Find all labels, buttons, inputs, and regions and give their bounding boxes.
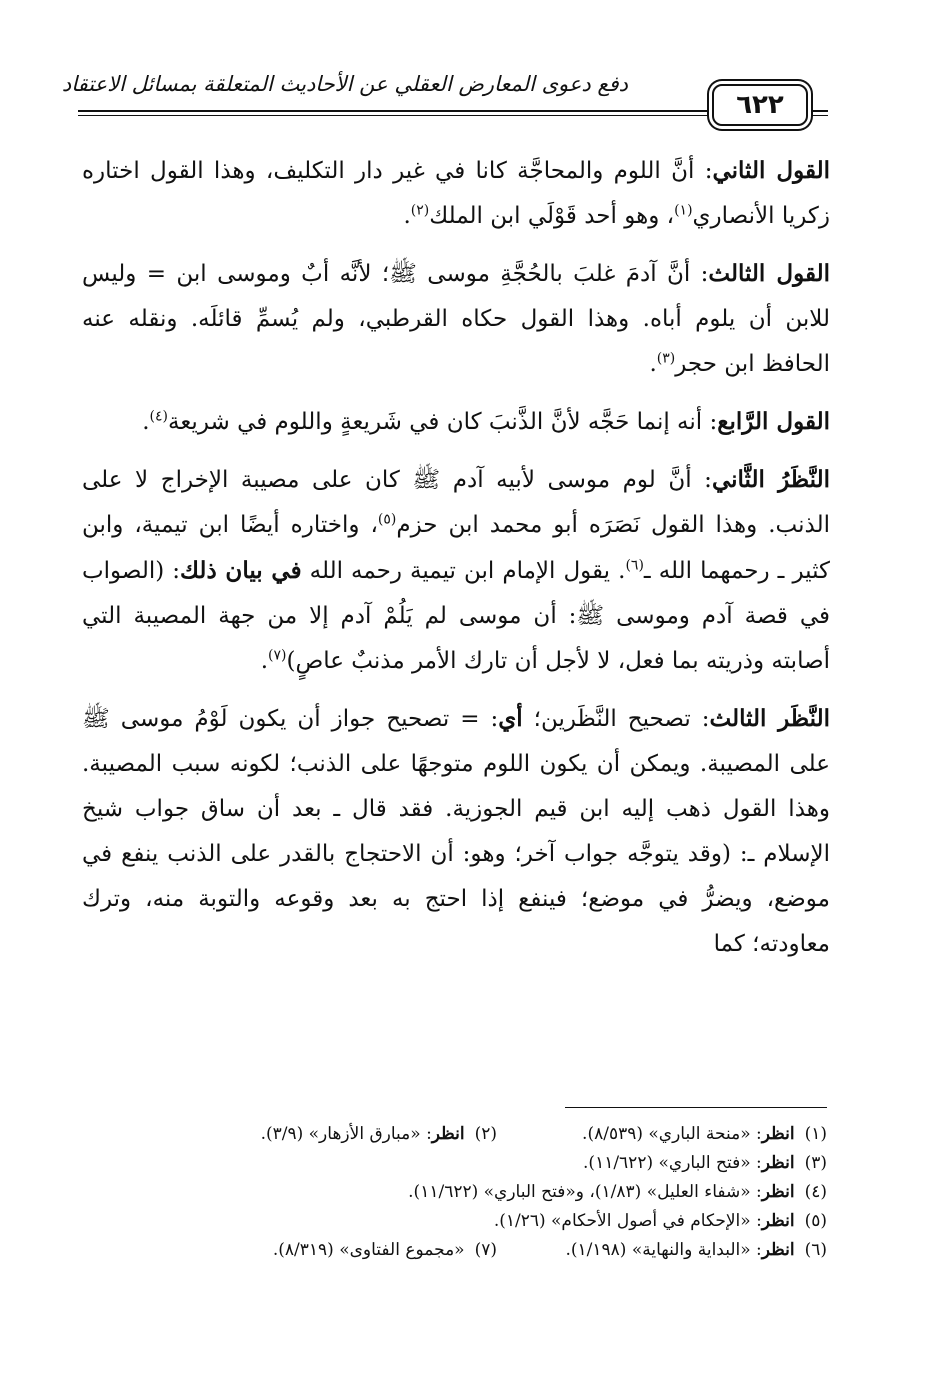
- paragraph-text: : تصحيح النَّظَرين؛: [522, 706, 710, 732]
- footnote-row: [130, 1236, 827, 1265]
- footnote-number: (٦): [804, 1240, 827, 1260]
- page-header: [61, 62, 828, 132]
- footnote-label: انظر: [761, 1182, 795, 1202]
- footnote-label: انظر: [431, 1124, 465, 1144]
- footnote-label: انظر: [761, 1211, 795, 1231]
- footnote-7: [167, 1236, 497, 1265]
- footnote-ref[interactable]: (١): [674, 202, 693, 219]
- footnote-text: : «شفاء العليل» (١/٨٣)، و«فتح الباري» (١١/٦٢٢).: [408, 1182, 762, 1202]
- footnote-number: (٥): [804, 1211, 827, 1231]
- footnote-ref[interactable]: (٤): [149, 408, 168, 425]
- paragraph-fourth-opinion-2: [82, 148, 830, 239]
- footnote-4: [408, 1178, 827, 1207]
- footnote-label: انظر: [761, 1153, 795, 1173]
- paragraph-third-opinion: [82, 251, 830, 387]
- footnote-ref[interactable]: (٣): [656, 350, 676, 367]
- footnote-ref[interactable]: (٢): [410, 202, 430, 219]
- paragraph-label: النَّظَرُ الثَّاني: [711, 466, 830, 493]
- running-title: دفع دعوى المعارض العقلي عن الأحاديث المتعلقة بمسائل الاعتقاد: [61, 72, 628, 96]
- paragraph-text: . يقول الإمام ابن تيمية رحمه الله: [301, 558, 626, 584]
- footnote-ref[interactable]: (٦): [625, 557, 644, 574]
- main-text: [82, 148, 830, 979]
- footnote-1: [497, 1120, 827, 1149]
- footnote-number: (٤): [804, 1182, 827, 1202]
- footnote-row: [130, 1207, 827, 1236]
- paragraph-third-view: [82, 696, 830, 967]
- paragraph-text: : (الصواب في قصة آدم وموسى ﷺ: أن موسى لم يَلُمْ آدم إلا من جهة المصيبة التي أصابته وذريته بما فعل، لا لأجل أن تارك الأمر مذنبٌ عاصٍ): [82, 558, 830, 674]
- paragraph-text: : = تصحيح جواز أن يكون لَوْمُ موسى ﷺ على المصيبة. ويمكن أن يكون اللوم متوجهًا على الذنب؛ لكونه سبب المصيبة. وهذا القول ذهب إليه ابن قيم الجوزية. فقد قال ـ بعد أن ساق جواب شيخ الإسلام ـ: (وقد يتوجَّه جواب آخر؛ وهو: أن الاحتجاج بالقدر على الذنب ينفع في موضع، ويضرُّ في موضع؛ فينفع إذا احتج به بعد وقوعه والتوبة منه، وترك معاودته؛ كما: [82, 706, 830, 957]
- paragraph-text: ، واختاره أيضًا ابن تيمية، وابن كثير ـ رحمهما الله ـ: [82, 512, 830, 584]
- paragraph-text: .: [649, 351, 657, 377]
- paragraph-text: .: [403, 203, 411, 229]
- footnote-row: [130, 1149, 827, 1178]
- page-number-frame: [712, 84, 808, 126]
- footnote-text: : «البداية والنهاية» (١/١٩٨).: [565, 1240, 762, 1260]
- paragraph-label: القول الرَّابع: [717, 408, 830, 435]
- footnote-text: : «مبارق الأزهار» (٣/٩).: [260, 1124, 432, 1144]
- page-number: ٦٢٢: [736, 90, 784, 120]
- paragraph-text: .: [142, 409, 150, 435]
- footnote-row: [130, 1178, 827, 1207]
- footnote-label: انظر: [761, 1124, 795, 1144]
- paragraph-label: القول الثاني: [712, 157, 830, 184]
- paragraph-text: : أنه إنما حَجَّه لأنَّ الذَّنبَ كان في شَريعةٍ واللوم في شريعة: [167, 409, 718, 435]
- footnote-2: [167, 1120, 497, 1149]
- footnote-number: (٢): [474, 1124, 497, 1144]
- footnote-text: «مجموع الفتاوى» (٨/٣١٩).: [272, 1240, 465, 1260]
- footnote-text: : «فتح الباري» (١١/٦٢٢).: [583, 1153, 762, 1173]
- footnote-number: (٣): [804, 1153, 827, 1173]
- paragraph-label: القول الثالث: [708, 260, 830, 287]
- footnote-number: (١): [804, 1124, 827, 1144]
- bold-phrase: أي: [498, 705, 523, 732]
- footnote-separator: [565, 1107, 827, 1108]
- paragraph-text: .: [260, 648, 269, 674]
- paragraph-text: : أنَّ آدمَ غلبَ بالحُجَّةِ موسى ﷺ؛ لأنَّه أبٌ وموسى ابن = وليس للابن أن يلوم أباه. وهذا القول حكاه القرطبي، ولم يُسمِّ قائلَه. ونقله عنه الحافظ ابن حجر: [82, 261, 830, 377]
- bold-phrase: في بيان ذلك: [180, 557, 302, 584]
- footnote-text: : «الإحكام في أصول الأحكام» (١/٢٦).: [493, 1211, 762, 1231]
- paragraph-fourth-opinion: [82, 399, 830, 445]
- footnote-6: [497, 1236, 827, 1265]
- paragraph-text: : أنَّ لوم موسى لأبيه آدم ﷺ كان على مصيبة الإخراج لا على الذنب. وهذا القول نَصَرَه أبو محمد ابن حزم: [82, 467, 830, 538]
- footnotes: [130, 1120, 827, 1265]
- footnote-text: : «منحة الباري» (٨/٥٣٩).: [582, 1124, 762, 1144]
- footnote-label: انظر: [761, 1240, 795, 1260]
- paragraph-text: ، وهو أحد قَوْلَي ابن الملك: [429, 203, 675, 229]
- paragraph-label: النَّظَر الثالث: [709, 705, 831, 732]
- footnote-ref[interactable]: (٧): [268, 647, 287, 664]
- footnote-5: [494, 1207, 827, 1236]
- paragraph-second-view: [82, 457, 830, 684]
- footnote-row: [130, 1120, 827, 1149]
- footnote-3: [583, 1149, 827, 1178]
- paragraph-text: : أنَّ اللوم والمحاجَّة كانا في غير دار التكليف، وهذا القول اختاره زكريا الأنصاري: [82, 158, 830, 229]
- footnote-ref[interactable]: (٥): [377, 511, 397, 528]
- footnote-number: (٧): [474, 1240, 497, 1260]
